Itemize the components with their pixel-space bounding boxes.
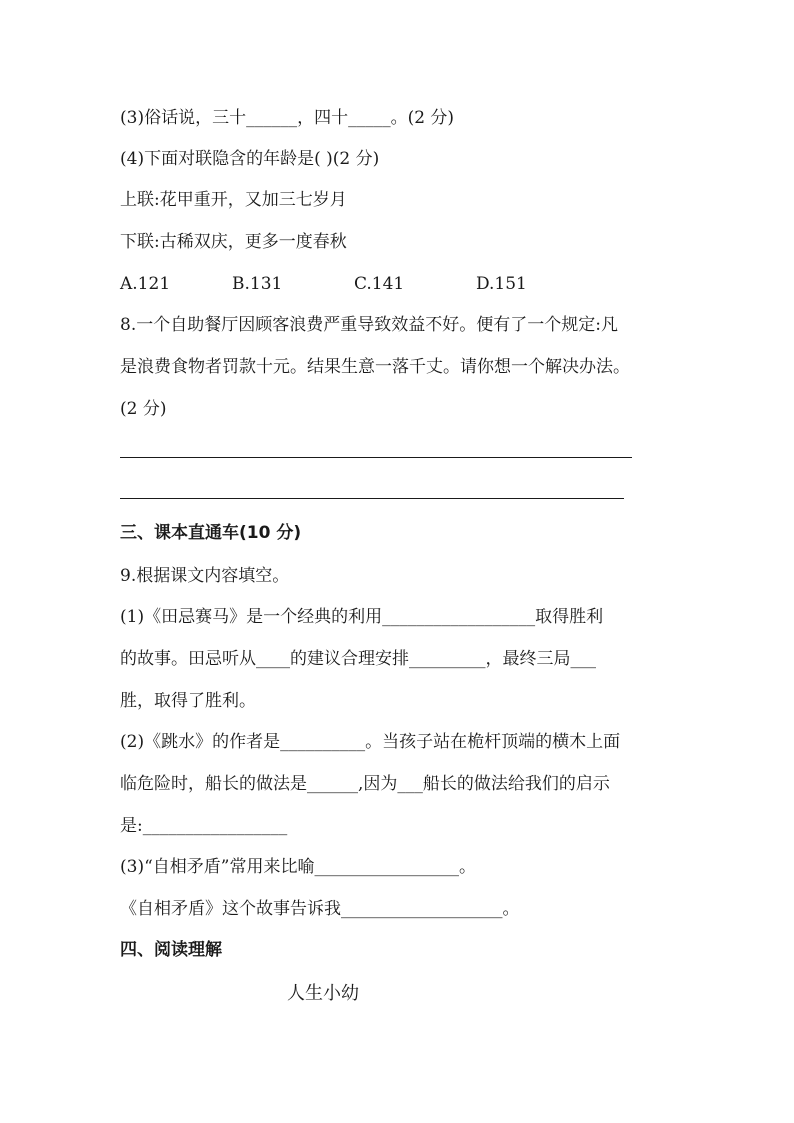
option-a: A.121	[120, 274, 171, 294]
question-8-line-2: 是浪费食物者罚款十元。结果生意一落千丈。请你想一个解决办法。	[120, 357, 630, 377]
answer-line-2	[120, 498, 624, 499]
option-b: B.131	[232, 274, 283, 294]
question-9-2-line-3: 是:_________________	[120, 816, 288, 836]
reading-passage-title: 人生小幼	[287, 983, 359, 1004]
couplet-lower: 下联:古稀双庆，更多一度春秋	[120, 232, 347, 252]
couplet-upper: 上联:花甲重开，又加三七岁月	[120, 190, 347, 210]
question-7-4: (4)下面对联隐含的年龄是( )(2 分)	[120, 149, 380, 169]
section-4-heading: 四、阅读理解	[120, 940, 222, 960]
question-9-1-line-1: (1)《田忌赛马》是一个经典的利用__________________取得胜利	[120, 607, 604, 627]
question-8-line-1: 8.一个自助餐厅因顾客浪费严重导致效益不好。便有了一个规定:凡	[120, 315, 618, 335]
option-c: C.141	[354, 274, 405, 294]
answer-options	[120, 273, 527, 295]
question-9-1-line-3: 胜，取得了胜利。	[120, 691, 256, 711]
section-3-heading: 三、课本直通车(10 分)	[120, 523, 302, 543]
question-9-2-line-2: 临危险时，船长的做法是______,因为___船长的做法给我们的启示	[120, 774, 610, 794]
question-9-1-line-2: 的故事。田忌听从____的建议合理安排_________，最终三局___	[120, 649, 596, 669]
question-9-3-line-1: (3)“自相矛盾”常用来比喻_________________。	[120, 857, 476, 877]
question-8-line-3: (2 分)	[120, 399, 167, 419]
option-d: D.151	[476, 274, 527, 294]
question-9-intro: 9.根据课文内容填空。	[120, 566, 290, 586]
question-9-2-line-1: (2)《跳水》的作者是__________。当孩子站在桅杆顶端的横木上面	[120, 732, 621, 752]
answer-line-1	[120, 457, 632, 458]
question-9-3-line-2: 《自相矛盾》这个故事告诉我___________________。	[120, 899, 520, 919]
question-7-3: (3)俗话说，三十______，四十_____。(2 分)	[120, 108, 455, 128]
